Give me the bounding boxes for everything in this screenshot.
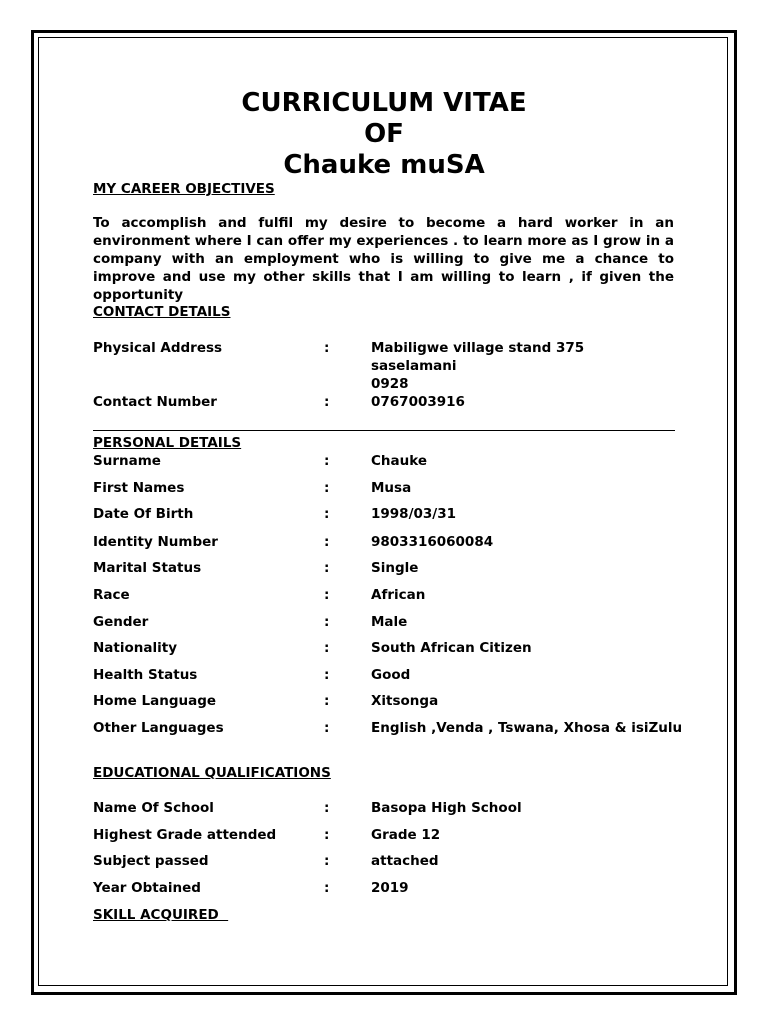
- colon-separator: :: [324, 720, 330, 736]
- contact-details-heading: CONTACT DETAILS: [93, 304, 231, 320]
- highest-grade-label: Highest Grade attended: [93, 827, 277, 843]
- colon-separator: :: [324, 880, 330, 896]
- nationality-label: Nationality: [93, 640, 177, 656]
- educational-qualifications-heading: EDUCATIONAL QUALIFICATIONS: [93, 765, 331, 781]
- race-label: Race: [93, 587, 130, 603]
- colon-separator: :: [324, 587, 330, 603]
- highest-grade-value: Grade 12: [371, 827, 441, 843]
- other-languages-label: Other Languages: [93, 720, 224, 736]
- colon-separator: :: [324, 614, 330, 630]
- colon-separator: :: [324, 640, 330, 656]
- career-objectives-heading: MY CAREER OBJECTIVES: [93, 181, 275, 197]
- physical-address-line2: saselamani: [371, 358, 457, 374]
- year-obtained-label: Year Obtained: [93, 880, 201, 896]
- date-of-birth-label: Date Of Birth: [93, 506, 194, 522]
- first-names-value: Musa: [371, 480, 412, 496]
- surname-label: Surname: [93, 453, 161, 469]
- school-name-value: Basopa High School: [371, 800, 522, 816]
- surname-value: Chauke: [371, 453, 428, 469]
- subject-passed-label: Subject passed: [93, 853, 209, 869]
- year-obtained-value: 2019: [371, 880, 409, 896]
- race-value: African: [371, 587, 426, 603]
- contact-number-value: 0767003916: [371, 394, 465, 410]
- cv-title-of: OF: [364, 119, 404, 149]
- cv-title-name: Chauke muSA: [283, 150, 485, 180]
- skill-acquired-heading: SKILL ACQUIRED: [93, 907, 229, 923]
- section-divider: [93, 430, 675, 431]
- cv-title: CURRICULUM VITAE: [241, 88, 527, 118]
- colon-separator: :: [324, 800, 330, 816]
- colon-separator: :: [324, 506, 330, 522]
- colon-separator: :: [324, 534, 330, 550]
- colon-separator: :: [324, 480, 330, 496]
- date-of-birth-value: 1998/03/31: [371, 506, 457, 522]
- health-status-label: Health Status: [93, 667, 198, 683]
- career-objectives-text: To accomplish and fulfil my desire to become a hard worker in an environment where I can offer my experiences . to learn more as I grow in a company with an employment who is willing to give me a chance to improve and use my other skills that I am willing to learn , if given the opportunity: [93, 215, 674, 303]
- colon-separator: :: [324, 560, 330, 576]
- colon-separator: :: [324, 394, 330, 410]
- colon-separator: :: [324, 853, 330, 869]
- nationality-value: South African Citizen: [371, 640, 532, 656]
- health-status-value: Good: [371, 667, 411, 683]
- physical-address-line1: Mabiligwe village stand 375: [371, 340, 585, 356]
- colon-separator: :: [324, 827, 330, 843]
- school-name-label: Name Of School: [93, 800, 214, 816]
- gender-value: Male: [371, 614, 408, 630]
- marital-status-label: Marital Status: [93, 560, 202, 576]
- identity-number-value: 9803316060084: [371, 534, 494, 550]
- marital-status-value: Single: [371, 560, 419, 576]
- personal-details-heading: PERSONAL DETAILS: [93, 435, 242, 451]
- home-language-label: Home Language: [93, 693, 217, 709]
- contact-number-label: Contact Number: [93, 394, 217, 410]
- first-names-label: First Names: [93, 480, 185, 496]
- identity-number-label: Identity Number: [93, 534, 218, 550]
- home-language-value: Xitsonga: [371, 693, 439, 709]
- gender-label: Gender: [93, 614, 149, 630]
- colon-separator: :: [324, 453, 330, 469]
- subject-passed-value: attached: [371, 853, 439, 869]
- other-languages-value: English ,Venda , Tswana, Xhosa & isiZulu: [371, 720, 683, 736]
- colon-separator: :: [324, 340, 330, 356]
- colon-separator: :: [324, 693, 330, 709]
- physical-address-label: Physical Address: [93, 340, 223, 356]
- colon-separator: :: [324, 667, 330, 683]
- physical-address-line3: 0928: [371, 376, 409, 392]
